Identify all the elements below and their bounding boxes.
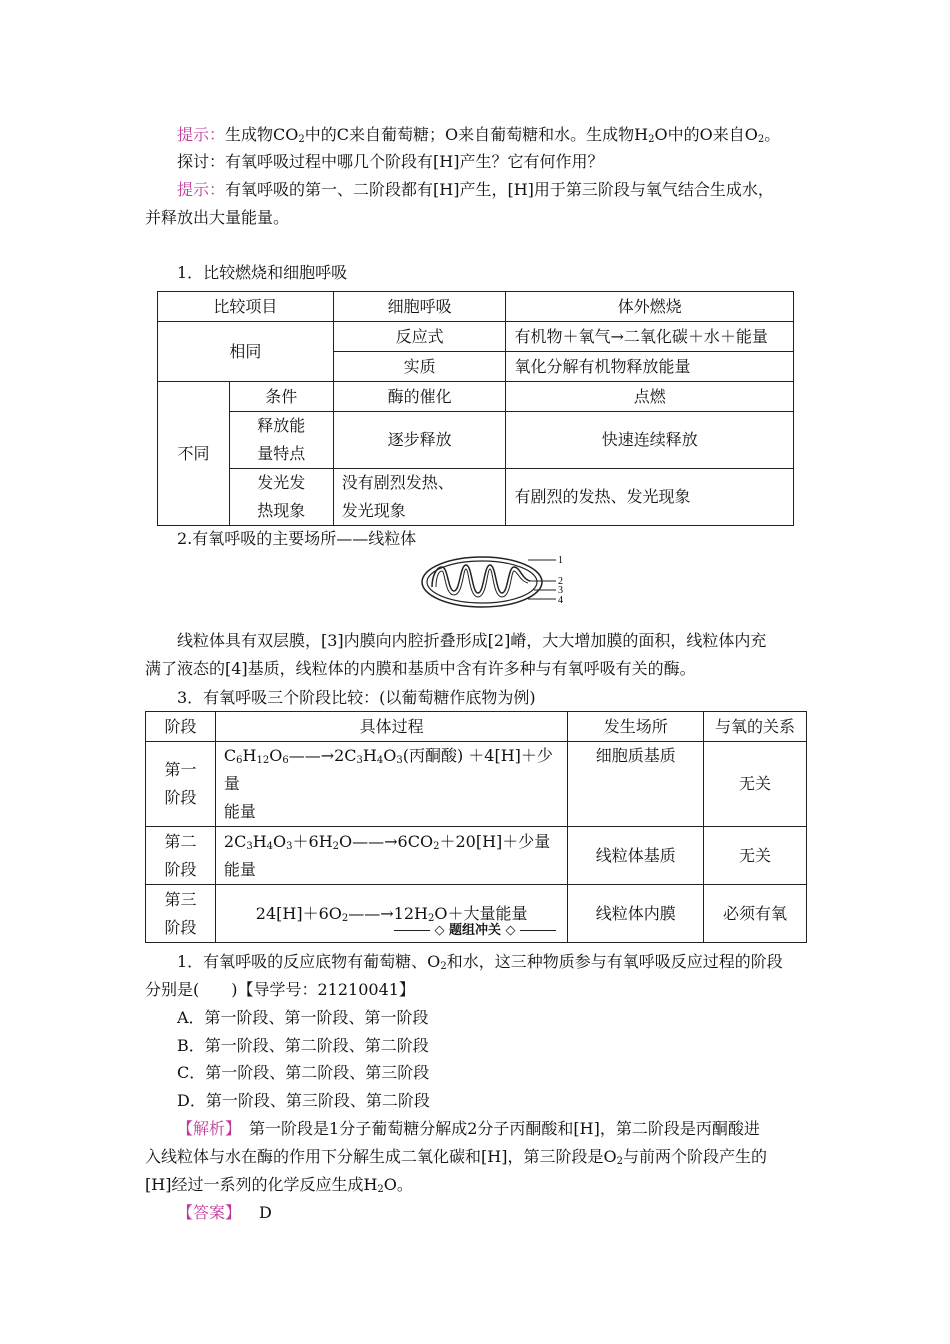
formula-text: O — [269, 746, 283, 765]
diagram-label: 4 — [558, 595, 563, 606]
table-cell: 点燃 — [506, 382, 794, 412]
analysis-label: 【解析】 — [177, 1119, 234, 1138]
cell-line: 没有剧烈发热、 — [341, 473, 454, 492]
analysis-text: 第一阶段是1分子葡萄糖分解成2分子丙酮酸和[H]，第二阶段是丙酮酸进 — [233, 1119, 760, 1138]
table-cell: 实质 — [333, 352, 506, 382]
table-cell — [333, 469, 506, 526]
cell-line: 量特点 — [257, 444, 306, 463]
section-title: 2.有氧呼吸的主要场所——线粒体 — [177, 529, 417, 548]
option-d: D．第一阶段、第三阶段、第二阶段 — [177, 1091, 430, 1110]
cell-line: 第二 — [164, 831, 197, 851]
hint-line-1 — [177, 124, 780, 146]
table-cell: 有机物＋氧气→二氧化碳＋水＋能量 — [506, 322, 794, 352]
cell-line: 阶段 — [164, 917, 197, 937]
table-header: 比较项目 — [158, 292, 334, 322]
analysis-line — [145, 1174, 413, 1196]
stages-table — [145, 711, 807, 943]
subscript: 2 — [332, 840, 340, 852]
section-title: 3．有氧呼吸三个阶段比较：(以葡萄糖作底物为例) — [177, 688, 536, 707]
hint-text: O中的O来自O — [654, 125, 758, 144]
diagram-label: 1 — [558, 555, 563, 566]
analysis-text: 入线粒体与水在酶的作用下分解生成二氧化碳和[H]，第三阶段是O — [145, 1147, 617, 1166]
subscript: 6 — [282, 755, 289, 766]
cell-line: 发光现象 — [341, 501, 406, 520]
subscript: 3 — [356, 755, 363, 766]
process-cell — [215, 742, 567, 827]
mitochondrion-diagram — [418, 553, 568, 611]
cell-line — [224, 742, 563, 798]
formula-text: (丙酮酸) ＋4[H]＋少量 — [223, 746, 553, 793]
hint-label: 提示： — [177, 125, 226, 144]
table-cell: 必须有氧 — [704, 885, 807, 943]
paragraph-line: 满了液态的[4]基质，线粒体的内膜和基质中含有许多种与有氧呼吸有关的酶。 — [145, 659, 696, 678]
question-stem: 分别是( )【导学号：21210041】 — [145, 980, 415, 999]
subscript: 2 — [341, 912, 349, 924]
option-b: B．第一阶段、第二阶段、第二阶段 — [177, 1036, 429, 1055]
cell-line: 能量 — [223, 802, 256, 821]
subscript: 2 — [433, 840, 440, 852]
hint-text: 。 — [764, 125, 781, 144]
diagram-label: 3 — [558, 585, 563, 596]
cell-line: 阶段 — [164, 788, 197, 807]
analysis-text: 与前两个阶段产生的 — [622, 1147, 767, 1166]
formula-text: ＋6H — [292, 831, 333, 851]
subscript: 3 — [396, 755, 403, 766]
hint-label: 提示： — [177, 180, 226, 199]
stem-text: 和水，这三种物质参与有氧呼吸反应过程的阶段 — [446, 952, 783, 971]
cell-line: 第三 — [164, 889, 197, 909]
table-cell: 有剧烈的发热、发光现象 — [506, 469, 794, 526]
answer-line — [177, 1202, 272, 1224]
hint-line-3: 并释放出大量能量。 — [145, 208, 290, 227]
diagram-label: 2 — [558, 576, 563, 587]
formula-text: O＋大量能量 — [434, 903, 528, 923]
divider-rule — [394, 930, 430, 931]
row-group-label: 不同 — [158, 382, 230, 526]
subscript: 2 — [757, 134, 765, 145]
hint-text: 有氧呼吸的第一、二阶段都有[H]产生，[H]用于第三阶段与氧气结合生成水， — [225, 180, 774, 199]
row-group-label: 相同 — [158, 322, 334, 382]
section-title: 1．比较燃烧和细胞呼吸 — [177, 263, 348, 282]
stem-text: 1．有氧呼吸的反应底物有葡萄糖、O — [177, 952, 441, 971]
table-header: 具体过程 — [215, 712, 567, 742]
formula-text: O — [383, 746, 397, 765]
formula-text: 2C — [223, 831, 247, 851]
hint-text: 中的C来自葡萄糖；O来自葡萄糖和水。生成物H — [304, 125, 649, 144]
formula-text: ——→2C — [288, 746, 357, 765]
formula-text: H — [242, 746, 257, 765]
formula-text: 24[H]＋6O — [255, 903, 342, 923]
hint-line-2 — [177, 179, 774, 201]
analysis-text: O。 — [383, 1175, 413, 1194]
subscript: 4 — [266, 840, 274, 852]
formula-text: O——→6CO — [339, 831, 434, 851]
table-cell: 逐步释放 — [333, 412, 506, 469]
cell-line: 阶段 — [164, 859, 197, 879]
option-c: C．第一阶段、第二阶段、第三阶段 — [177, 1063, 430, 1082]
formula-text: H — [362, 746, 377, 765]
analysis-line — [145, 1146, 767, 1168]
formula-text: ＋20[H]＋少量能量 — [223, 831, 551, 879]
divider-rule — [520, 930, 556, 931]
subscript: 2 — [427, 912, 435, 924]
comparison-table — [157, 291, 794, 526]
section-divider — [390, 919, 560, 938]
hint-text: 生成物CO — [225, 125, 299, 144]
subscript: 2 — [440, 961, 447, 972]
process-cell — [215, 827, 567, 885]
subscript: 2 — [377, 1184, 384, 1195]
table-cell: 无关 — [704, 742, 807, 827]
table-cell: 快速连续释放 — [506, 412, 794, 469]
subscript: 3 — [286, 840, 293, 852]
subscript: 2 — [616, 1156, 623, 1167]
table-header: 与氧的关系 — [704, 712, 807, 742]
formula-text: ——→12H — [348, 903, 428, 923]
table-cell: 无关 — [704, 827, 807, 885]
analysis-line — [177, 1118, 760, 1140]
subscript: 2 — [648, 134, 655, 145]
answer-value: D — [259, 1203, 272, 1222]
subscript: 6 — [236, 755, 243, 766]
question-line: 探讨：有氧呼吸过程中哪几个阶段有[H]产生？它有何作用？ — [177, 152, 604, 171]
cell-line: 热现象 — [257, 501, 306, 520]
question-stem — [177, 951, 783, 973]
table-cell: 线粒体基质 — [568, 827, 704, 885]
table-cell — [229, 469, 333, 526]
diamond-icon: ◇ — [505, 923, 516, 938]
table-header: 发生场所 — [568, 712, 704, 742]
table-cell — [146, 742, 216, 827]
formula-text: O — [273, 831, 287, 851]
paragraph-line: 线粒体具有双层膜，[3]内膜向内腔折叠形成[2]嵴，大大增加膜的面积，线粒体内充 — [177, 631, 767, 650]
table-cell: 条件 — [229, 382, 333, 412]
table-cell: 反应式 — [333, 322, 506, 352]
cell-line: 发光发 — [257, 473, 306, 492]
table-cell — [146, 885, 216, 943]
diamond-icon: ◇ — [434, 923, 445, 938]
table-header: 细胞呼吸 — [333, 292, 506, 322]
table-header: 体外燃烧 — [506, 292, 794, 322]
subscript: 3 — [246, 840, 253, 852]
cell-line: 释放能 — [257, 416, 306, 435]
table-cell: 细胞质基质 — [568, 742, 704, 827]
table-header: 阶段 — [146, 712, 216, 742]
formula-text: H — [252, 831, 267, 851]
subscript: 2 — [298, 134, 305, 145]
analysis-text: [H]经过一系列的化学反应生成H — [145, 1175, 378, 1194]
table-cell: 酶的催化 — [333, 382, 506, 412]
table-cell — [229, 412, 333, 469]
table-cell — [146, 827, 216, 885]
cell-line: 第一 — [164, 760, 197, 779]
option-a: A．第一阶段、第一阶段、第一阶段 — [177, 1008, 429, 1027]
answer-label: 【答案】 — [177, 1203, 242, 1222]
subscript: 12 — [256, 755, 270, 766]
divider-label: 题组冲关 — [448, 923, 501, 938]
subscript: 4 — [376, 755, 384, 766]
formula-text: C — [223, 746, 237, 765]
table-cell: 氧化分解有机物释放能量 — [506, 352, 794, 382]
table-cell: 线粒体内膜 — [568, 885, 704, 943]
